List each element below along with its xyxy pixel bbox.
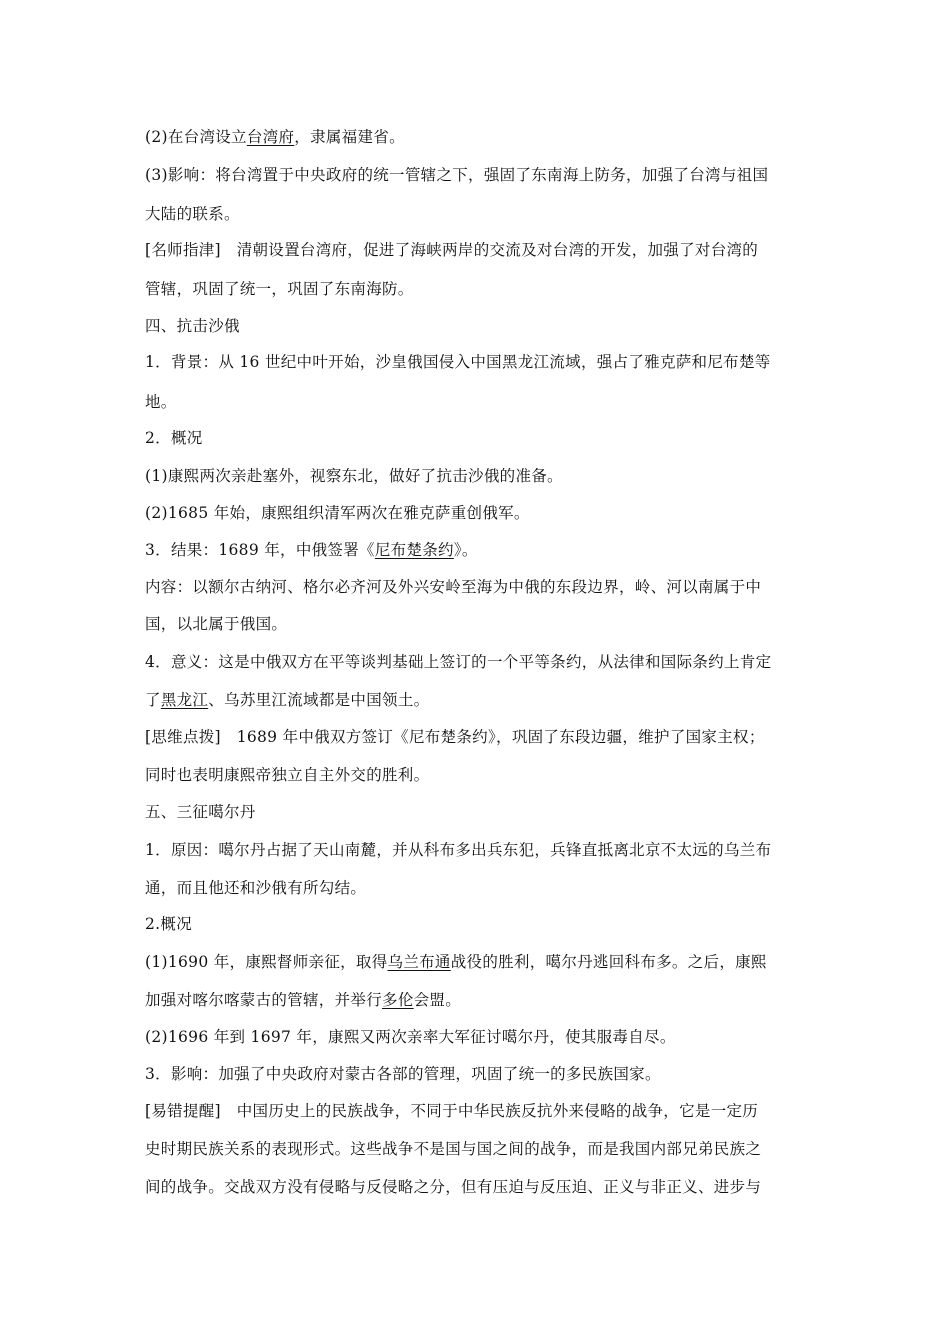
text-segment: 了: [145, 691, 161, 709]
underlined-term: 乌兰布通: [387, 953, 451, 971]
underlined-term: 台湾府: [246, 128, 295, 146]
text-line: [145, 802, 256, 822]
text-segment: [名师指津] 清朝设置台湾府，促进了海峡两岸的交流及对台湾的开发，加强了对台湾的: [145, 241, 759, 259]
text-line: [145, 392, 177, 412]
text-line: [145, 240, 758, 260]
text-line: [145, 1177, 761, 1197]
text-line: [145, 352, 771, 372]
text-line: [145, 1101, 758, 1121]
text-segment: 五、三征噶尔丹: [145, 803, 256, 821]
text-line: [145, 428, 203, 448]
text-segment: 同时也表明康熙帝独立自主外交的胜利。: [145, 766, 430, 784]
text-line: [145, 540, 478, 560]
text-segment: 通，而且他还和沙俄有所勾结。: [145, 879, 367, 897]
text-line: [145, 914, 192, 934]
text-segment: (2)1696 年到 1697 年，康熙又两次亲率大军征讨噶尔丹，使其服毒自尽。: [145, 1028, 676, 1046]
text-segment: 1．原因：噶尔丹占据了天山南麓，并从科布多出兵东犯，兵锋直抵离北京不太远的乌兰布: [145, 841, 772, 859]
text-segment: 1．背景：从 16 世纪中叶开始，沙皇俄国侵入中国黑龙江流域，强占了雅克萨和尼布楚等: [145, 353, 771, 371]
text-line: [145, 577, 761, 597]
text-segment: ，隶属福建省。: [294, 128, 405, 146]
text-segment: (2)1685 年始，康熙组织清军两次在雅克萨重创俄军。: [145, 504, 530, 522]
text-line: [145, 765, 429, 785]
text-line: [145, 165, 768, 185]
text-segment: (1)1690 年，康熙督师亲征，取得: [145, 953, 388, 971]
text-segment: 2．概况: [145, 429, 203, 447]
text-segment: 内容：以额尔古纳河、格尔必齐河及外兴安岭至海为中俄的东段边界，岭、河以南属于中: [145, 578, 762, 596]
text-line: [145, 1027, 676, 1047]
text-segment: 国，以北属于俄国。: [145, 615, 288, 633]
text-line: [145, 990, 461, 1010]
text-segment: (1)康熙两次亲赴塞外，视察东北，做好了抗击沙俄的准备。: [145, 467, 563, 485]
text-line: [145, 840, 771, 860]
text-segment: 会盟。: [413, 991, 462, 1009]
underlined-term: 多伦: [382, 991, 414, 1009]
text-segment: 大陆的联系。: [145, 205, 240, 223]
text-segment: (3)影响：将台湾置于中央政府的统一管辖之下，强固了东南海上防务，加强了台湾与祖国: [145, 166, 769, 184]
text-line: [145, 466, 563, 486]
text-segment: 间的战争。交战双方没有侵略与反侵略之分，但有压迫与反压迫、正义与非正义、进步与: [145, 1178, 762, 1196]
underlined-term: 黑龙江: [160, 691, 209, 709]
text-line: [145, 614, 287, 634]
text-segment: [思维点拨] 1689 年中俄双方签订《尼布楚条约》，巩固了东段边疆，维护了国家主权；: [145, 728, 765, 746]
text-segment: 3．影响：加强了中央政府对蒙古各部的管理，巩固了统一的多民族国家。: [145, 1065, 661, 1083]
text-segment: 四、抗击沙俄: [145, 317, 240, 335]
text-segment: (2)在台湾设立: [145, 128, 247, 146]
text-line: [145, 204, 240, 224]
text-line: [145, 878, 366, 898]
text-line: [145, 727, 765, 747]
text-segment: 加强对喀尔喀蒙古的管辖，并举行: [145, 991, 383, 1009]
text-segment: 4．意义：这是中俄双方在平等谈判基础上签订的一个平等条约，从法律和国际条约上肯定: [145, 653, 772, 671]
text-segment: 战役的胜利，噶尔丹逃回科布多。之后，康熙: [450, 953, 767, 971]
text-line: [145, 1064, 661, 1084]
text-segment: 2.概况: [145, 915, 192, 933]
underlined-term: 尼布楚条约: [374, 541, 454, 559]
text-line: [145, 652, 771, 672]
text-segment: 管辖，巩固了统一，巩固了东南海防。: [145, 280, 414, 298]
text-line: [145, 316, 240, 336]
text-line: [145, 1139, 761, 1159]
text-segment: 》。: [453, 541, 478, 559]
text-segment: 3．结果：1689 年，中俄签署《: [145, 541, 375, 559]
text-segment: 史时期民族关系的表现形式。这些战争不是国与国之间的战争，而是我国内部兄弟民族之: [145, 1140, 762, 1158]
text-segment: [易错提醒] 中国历史上的民族战争，不同于中华民族反抗外来侵略的战争，它是一定历: [145, 1102, 759, 1120]
text-line: [145, 127, 405, 147]
text-segment: 、乌苏里江流域都是中国领土。: [208, 691, 430, 709]
text-line: [145, 279, 414, 299]
text-line: [145, 690, 429, 710]
text-segment: 地。: [145, 393, 177, 411]
text-line: [145, 952, 767, 972]
text-line: [145, 503, 530, 523]
